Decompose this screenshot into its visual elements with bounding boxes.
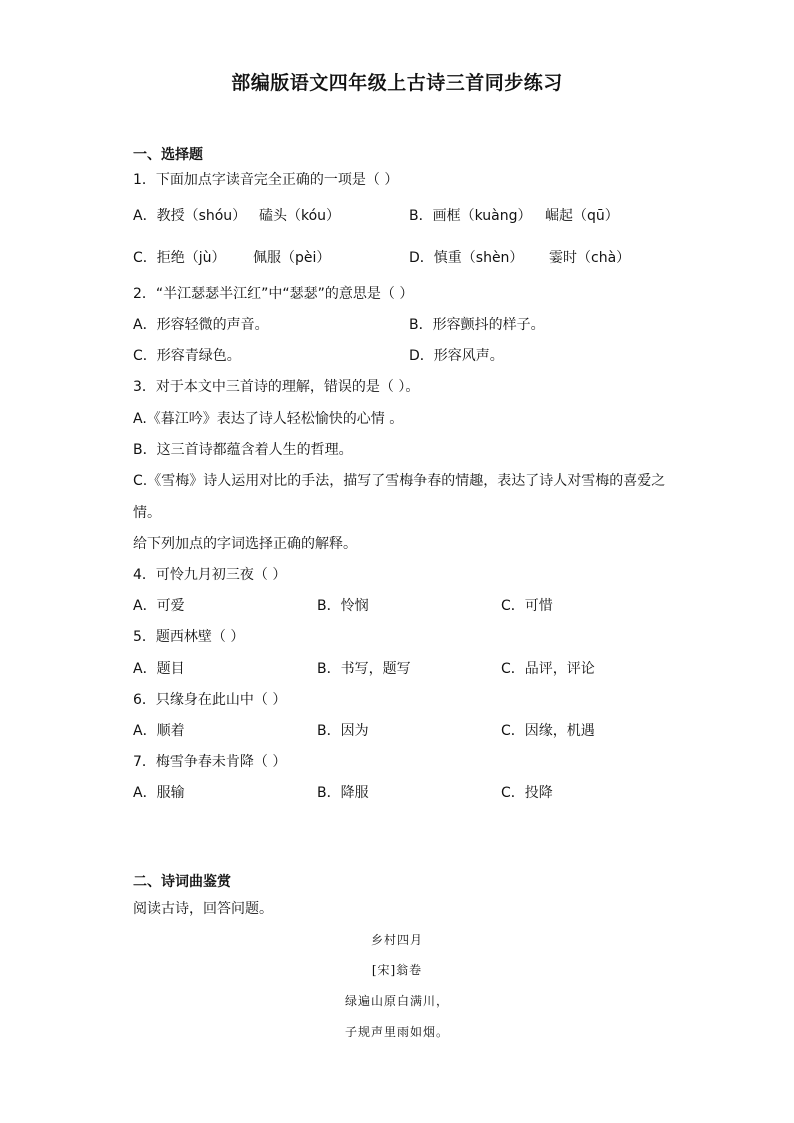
question-4-option-c: C．可惜 [501, 598, 553, 614]
question-2-stem: 2．“半江瑟瑟半江红”中“瑟瑟”的意思是（ ） [133, 286, 414, 302]
question-2-option-b: B．形容颤抖的样子。 [409, 317, 545, 333]
question-1-option-b-part2: 崛起（qū） [545, 208, 619, 224]
question-7-option-a: A．服输 [133, 785, 185, 801]
section-heading-poetry: 二、诗词曲鉴赏 [133, 874, 231, 890]
poem-title: 乡村四月 [370, 933, 423, 947]
question-2-option-d: D．形容风声。 [409, 348, 504, 364]
question-4-option-a: A．可爱 [133, 598, 185, 614]
question-4-stem: 4．可怜九月初三夜（ ） [133, 567, 287, 583]
question-1-stem: 1．下面加点字读音完全正确的一项是（ ） [133, 172, 399, 188]
question-2-option-c: C．形容青绿色。 [133, 348, 241, 364]
question-3-option-a: A.《暮江吟》表达了诗人轻松愉快的心情 。 [133, 411, 404, 427]
question-6-stem: 6．只缘身在此山中（ ） [133, 692, 287, 708]
question-3-stem: 3．对于本文中三首诗的理解，错误的是（ ）。 [133, 379, 420, 395]
page-title: 部编版语文四年级上古诗三首同步练习 [231, 72, 563, 94]
question-1-option-d-part1: D．慎重（shèn） [409, 250, 524, 266]
question-7-option-b: B．降服 [317, 785, 369, 801]
question-3-option-b: B．这三首诗都蕴含着人生的哲理。 [133, 442, 353, 458]
question-5-option-c: C．品评，评论 [501, 661, 595, 677]
question-5-option-b: B．书写，题写 [317, 661, 411, 677]
question-3-option-c: C.《雪梅》诗人运用对比的手法，描写了雪梅争春的情趣，表达了诗人对雪梅的喜爱之 [133, 473, 666, 489]
question-1-option-b-part1: B．画框（kuàng） [409, 208, 532, 224]
question-6-option-b: B．因为 [317, 723, 369, 739]
question-1-option-a-part2: 磕头（kóu） [259, 208, 341, 224]
question-1-option-a-part1: A．教授（shóu） [133, 208, 247, 224]
question-4-option-b: B．怜悯 [317, 598, 369, 614]
poetry-instruction: 阅读古诗，回答问题。 [133, 901, 273, 917]
question-2-option-a: A．形容轻微的声音。 [133, 317, 269, 333]
question-5-option-a: A．题目 [133, 661, 185, 677]
question-7-stem: 7．梅雪争春未肯降（ ） [133, 754, 287, 770]
poem-line-2: 子规声里雨如烟。 [344, 1025, 449, 1039]
poem-line-1: 绿遍山原白满川， [344, 994, 449, 1008]
question-6-option-c: C．因缘，机遇 [501, 723, 595, 739]
question-7-option-c: C．投降 [501, 785, 553, 801]
question-5-stem: 5．题西林壁（ ） [133, 629, 245, 645]
question-1-option-c-part2: 佩服（pèi） [253, 250, 331, 266]
poem-author: [宋]翁卷 [371, 963, 423, 977]
section-heading-choice: 一、选择题 [133, 147, 203, 163]
word-explanation-instruction: 给下列加点的字词选择正确的解释。 [133, 536, 357, 552]
question-3-option-c-continued: 情。 [133, 505, 161, 521]
question-6-option-a: A．顺着 [133, 723, 185, 739]
question-1-option-d-part2: 霎时（chà） [549, 250, 631, 266]
question-1-option-c-part1: C．拒绝（jù） [133, 250, 226, 266]
